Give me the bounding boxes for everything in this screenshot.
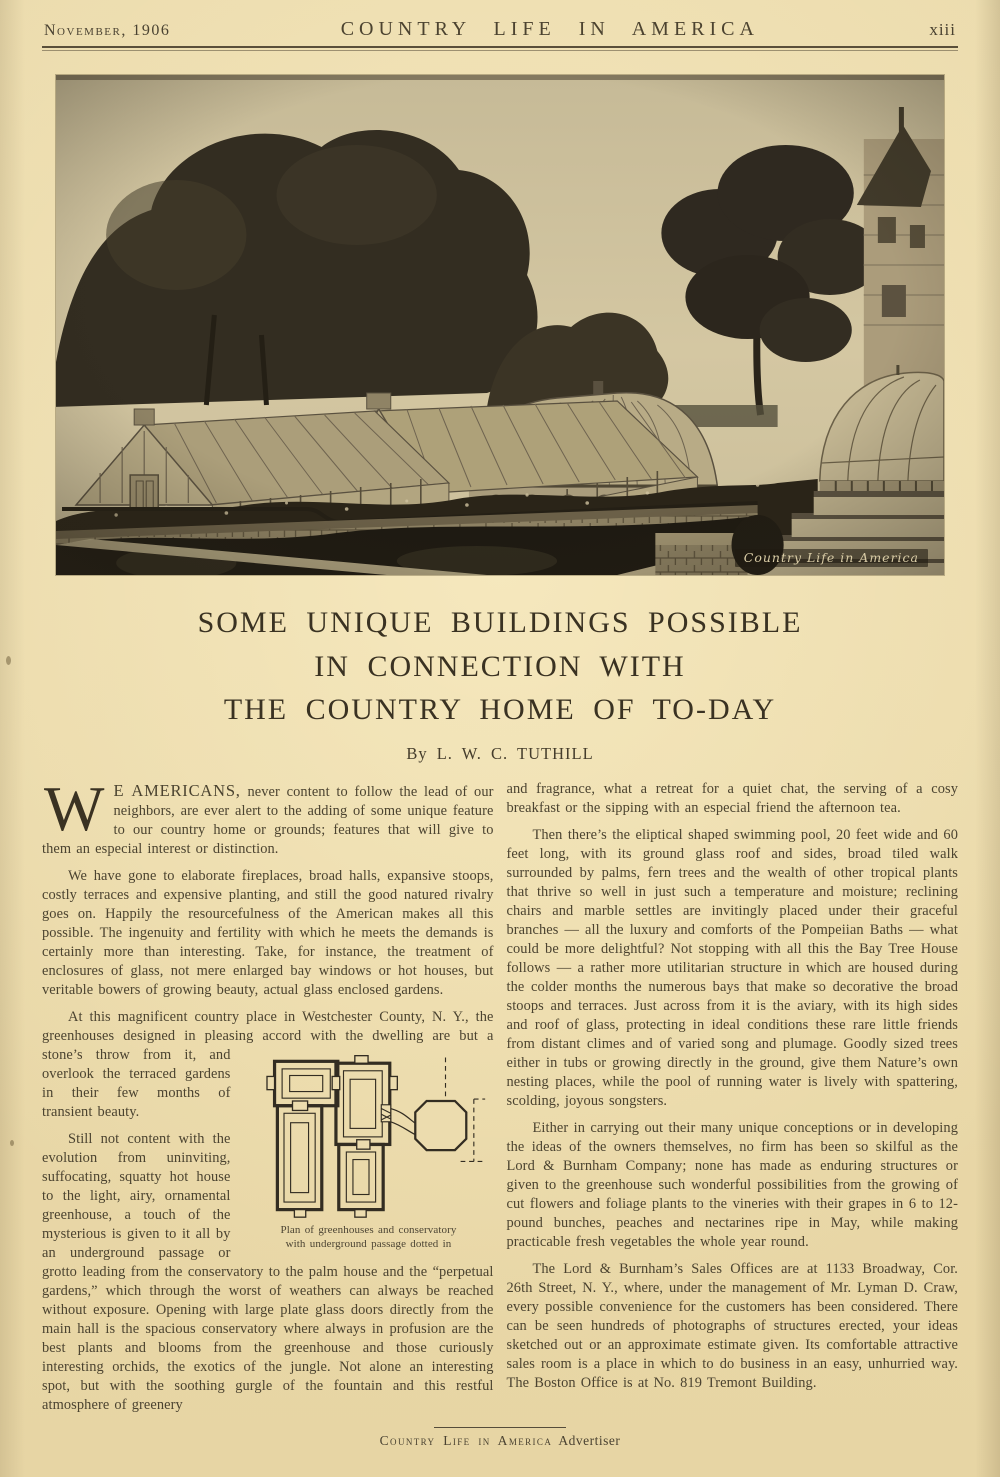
plan-figure xyxy=(244,1050,494,1252)
plan-caption: Plan of greenhouses and conservatory with underground passage dotted in xyxy=(280,1223,457,1250)
left-column xyxy=(42,772,494,1424)
plan-diagram xyxy=(250,1050,488,1220)
lead-caps: E AMERICANS, xyxy=(113,780,241,800)
paragraph-text: At this magnificent country place in Westchester County, N. Y., the greenhouses designed in pleasing accord with the dwelling are but a stone’s throw from it, and xyxy=(42,1008,494,1063)
footer-suffix: Advertiser xyxy=(552,1433,621,1448)
magazine-masthead: COUNTRY LIFE IN AMERICA xyxy=(340,18,759,40)
body-paragraph: The Lord & Burnham’s Sales Offices are at 1133 Broadway, Cor. 26th Street, N. Y., where, under the management of Mr. Lyman D. Craw, every possible convenience for the customers has been considered. There can be seen hundreds of photographs of structures erected, your ideas sketched out or an approximate estimate given. Its comfortable attractive sales room is a place in which to do business in an easy, unhurried way. The Boston Office is at No. 819 Tremont Building. xyxy=(506,1260,958,1391)
photo-vignette xyxy=(56,75,944,575)
body-paragraph: Still not content with the evolution from uninviting, suffocating, squatty hot house to the light, airy, ornamental greenhouse, a touch of the mysterious is given to it all by an underground passage or grotto leading from the conservatory to the palm house and the “perpetual gardens,” which through the worst of weathers can always be reached without exposure. Opening with large plate glass doors directly from the main hall is the spacious conservatory where always in profusion are the best plants and blooms from the greenhouse and those curiously interesting orchids, the exotics of the jungle. Not alone an interesting spot, but with the soothing gurgle of the fountain and this restful atmosphere of greenery xyxy=(42,1130,494,1413)
photo-watermark: Country Life in America xyxy=(735,549,928,567)
paragraph-text: never content to follow the lead of our neighbors, are ever alert to the adding of some unique feature to our country home or grounds; features that will give to them an especial interest or distinction. xyxy=(42,783,494,857)
body-paragraph xyxy=(42,1008,494,1250)
greenhouse-photograph xyxy=(56,75,944,575)
scan-speck xyxy=(10,1140,14,1146)
right-column xyxy=(507,780,959,1424)
body-paragraph: Then there’s the eliptical shaped swimming pool, 20 feet wide and 60 feet long, with its ground glass roof and sides, broad tiled walk surrounded by palms, fern trees and the wealth of other tropical plants that thrive so well in just such a temperature and moisture; reclining chairs and marble settles are invitingly placed under their graceful branches — all the luxury and comforts of the Pompeiian Baths — what could be more delightful? Not stopping with all this the Bay Tree House follows — a rather more utilitarian structure in which are housed during the colder months the numerous bays that make so decorative the broad stoops and terraces. Just across from it is the aviary, with its high sides and roof of glass, protecting in ideal conditions these rare little friends from distant climes and of varied song and plumage. Goodly sized trees either in tubs or growing directly in the ground, give them Nature’s own nesting places, while the pool of running water is lively with spattering, scolding, joyous songsters. xyxy=(506,826,958,1109)
body-paragraph: We have gone to elaborate fireplaces, broad halls, expansive stoops, costly terraces and expensive planting, and still the good natured rivalry goes on. Happily the resourcefulness of the American makes all this possible. The ingenuity and fertility with which he meets the demands is certainly more than interesting. Take, for instance, the treatment of enclosures of glass, not mere enlarged bay windows or hot houses, but veritable bowers of growing beauty, actual glass enclosed gardens. xyxy=(42,867,494,998)
body-paragraph: Either in carrying out their many unique conceptions or in developing the ideas of the owners themselves, no firm has been so skilful as the Lord & Burnham Company; none has made as enduring structures or given to the greenhouse such wonderful possibilities from the growing of cut flowers and foliage plants to the vineries with their grapes in 6 to 12-pound bunches, peaches and nectarines ripe in May, while making practicable fresh vegetables the whole year round. xyxy=(506,1119,958,1250)
article-byline: By L. W. C. TUTHILL xyxy=(406,743,594,763)
title-line: THE COUNTRY HOME OF TO-DAY xyxy=(223,693,777,726)
page-number: xiii xyxy=(929,20,956,39)
footer-text xyxy=(42,1433,958,1449)
article-body xyxy=(42,772,958,1424)
title-line: SOME UNIQUE BUILDINGS POSSIBLE xyxy=(197,606,803,639)
page-header xyxy=(42,18,958,41)
photo-illustration xyxy=(56,75,944,575)
scan-speck xyxy=(6,656,11,665)
body-paragraph xyxy=(42,772,494,859)
title-line: IN CONNECTION WITH xyxy=(314,649,686,683)
page-footer xyxy=(42,1427,958,1449)
drop-cap: W xyxy=(44,772,105,844)
article-title xyxy=(42,601,958,732)
body-paragraph: and fragrance, what a retreat for a quiet chat, the serving of a cosy breakfast or the sipping with an especial friend the afternoon tea. xyxy=(506,780,958,816)
header-rule xyxy=(42,46,958,51)
paragraph-text: overlook the terraced gardens in their few months of transient beauty. xyxy=(42,1065,231,1120)
footer-rule xyxy=(434,1427,566,1428)
footer-magazine-title: Country Life in America xyxy=(379,1433,553,1448)
issue-date: November, 1906 xyxy=(44,22,171,39)
